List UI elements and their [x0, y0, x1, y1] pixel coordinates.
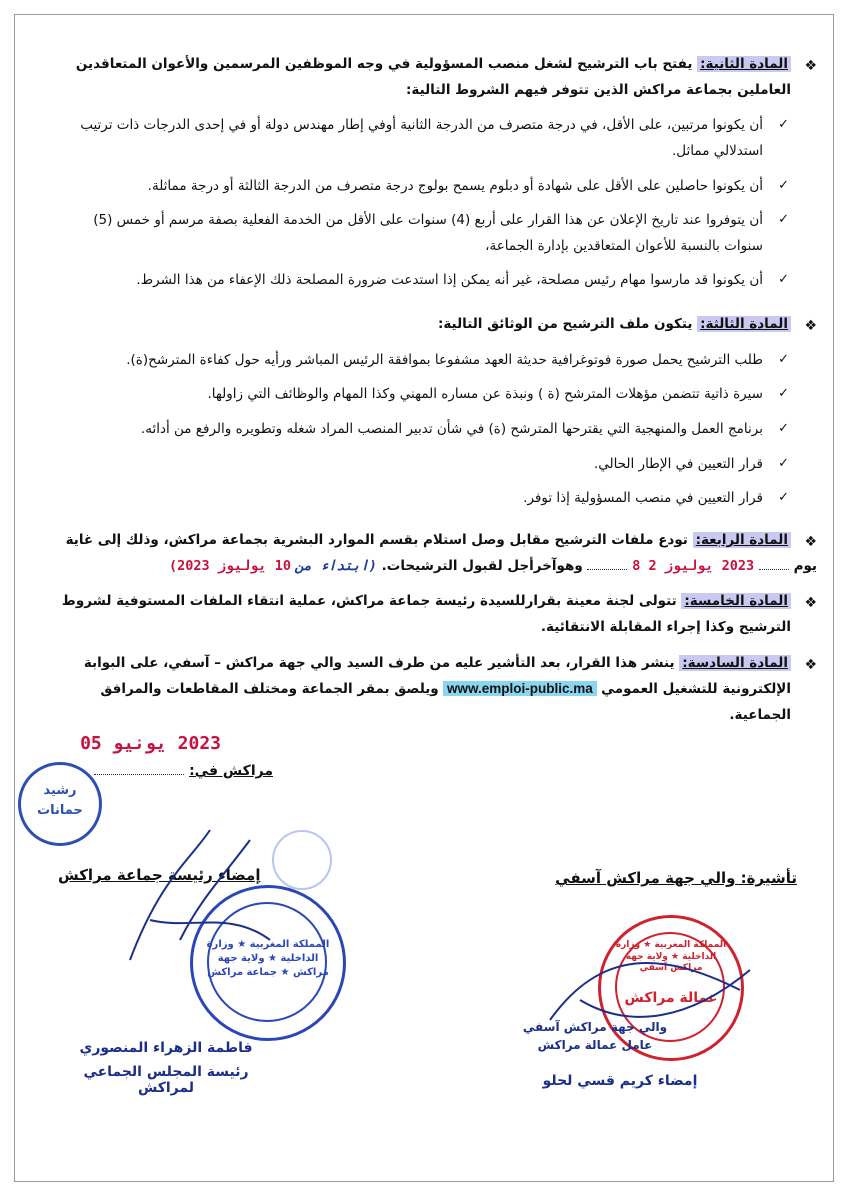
list-item: ✓ برنامج العمل والمنهجية التي يقترحها المترشح (ة) في شأن تدبير المنصب المراد شغله وتطويره والرفع من أدائه. [58, 417, 789, 443]
article-5-text: تتولى لجنة معينة بقرارللسيدة رئيسة جماعة مراكش، عملية انتقاء الملفات المستوفية لشروط الترشيح وكذا إجراء المقابلة الانتقائية. [61, 593, 791, 635]
wali-seal-text: المملكة المغربية ★ وزارة الداخلية ★ ولاية جهة مراكش آسفي [615, 940, 727, 974]
place-label: مراكش في: [189, 763, 273, 779]
side-stamp [18, 762, 102, 846]
checkmark-icon: ✓ [778, 117, 789, 133]
president-signature-icon [120, 820, 280, 980]
article-4-deadline-line: يوم 2023 يوليوز 2 8 وهوآخرأجل لقبول الترشيحات. (ابتداء من 10 يوليوز 2023) [169, 557, 817, 574]
diamond-bullet-icon: ❖ [804, 595, 817, 612]
deadline-note: وهوآخرأجل لقبول الترشيحات. [381, 557, 583, 574]
diamond-bullet-icon: ❖ [804, 533, 817, 550]
checkmark-icon: ✓ [778, 351, 789, 367]
document-body [58, 52, 817, 738]
president-signature-title: إمضاء رئيسة جماعة مراكش [58, 866, 261, 884]
article-5-heading: المادة الخامسة: [681, 593, 791, 609]
place-line [94, 762, 273, 779]
list-item: ✓ أن يتوفروا عند تاريخ الإعلان عن هذا القرار على أربع (4) سنوات على الأقل من الخدمة الفعلية بصفة مرسم أو خمس (5) سنوات بالنسبة للأعوان المتعاقدين بإدارة الجماعة، [58, 208, 789, 259]
municipality-seal-text: المملكة المغربية ★ وزارة الداخلية ★ ولاية جهة مراكش ★ جماعة مراكش [206, 939, 330, 978]
diamond-bullet-icon: ❖ [804, 656, 817, 673]
article-2 [58, 52, 817, 103]
documents-list [58, 348, 817, 512]
article-4-heading: المادة الرابعة: [693, 532, 791, 548]
list-item: ✓ أن يكونوا قد مارسوا مهام رئيس مصلحة، غير أنه يمكن إذا استدعت ضرورة المصلحة ذلك الإعفاء من هذا الشرط. [58, 268, 789, 294]
article-6-text: ينشر هذا القرار، بعد التأشير عليه من طرف السيد والي جهة مراكش – آسفي، على البوابة الإلكترونية للتشغيل العمومي [83, 654, 791, 698]
article-6 [58, 651, 817, 729]
list-item: ✓ طلب الترشيح يحمل صورة فوتوغرافية حديثة العهد مشفوعا بموافقة الرئيس المباشر ورأيه حول كفاءة المترشح(ة). [58, 348, 789, 374]
side-stamp-line-2: حمانات [37, 803, 83, 818]
day-label: يوم [793, 557, 817, 574]
article-4-text: تودع ملفات الترشيح مقابل وصل استلام بقسم الموارد البشرية بجماعة مراكش، وذلك إلى غاية [65, 531, 693, 548]
decision-date-stamp: 2023 يونيو 05 [80, 733, 221, 754]
checkmark-icon: ✓ [778, 455, 789, 471]
checkmark-icon: ✓ [778, 386, 789, 402]
article-6-heading: المادة السادسة: [679, 655, 791, 671]
faint-stamp [272, 830, 332, 890]
list-item: ✓ أن يكونوا حاصلين على الأقل على شهادة أو دبلوم يسمح بولوج درجة متصرف من الدرجة الثالثة أو درجة مماثلة. [58, 174, 789, 200]
checkmark-icon: ✓ [778, 177, 789, 193]
website-link[interactable]: www.emploi-public.ma [443, 681, 597, 696]
dotted-line [94, 762, 184, 775]
wali-seal-center: عمالة مراكش [624, 990, 718, 1006]
dotted-line [587, 557, 627, 570]
article-2-heading: المادة الثانية: [697, 56, 791, 72]
wali-signer: إمضاء كريم قسي لحلو [542, 1073, 698, 1089]
article-3-text: يتكون ملف الترشيح من الوثائق التالية: [437, 316, 698, 333]
wali-stamp-lines: والي جهة مراكش آسفي عامل عمالة مراكش [522, 1020, 668, 1052]
article-3-heading: المادة الثالثة: [697, 316, 791, 332]
diamond-bullet-icon: ❖ [804, 318, 817, 335]
checkmark-icon: ✓ [778, 421, 789, 437]
president-name: فاطمة الزهراء المنصوري [79, 1040, 253, 1056]
deadline-date-stamp: 2023 يوليوز 2 8 [632, 557, 755, 574]
list-item: ✓ قرار التعيين في منصب المسؤولية إذا توفر. [58, 486, 789, 512]
checkmark-icon: ✓ [778, 212, 789, 228]
conditions-list [58, 113, 817, 294]
article-3 [58, 312, 817, 338]
diamond-bullet-icon: ❖ [804, 58, 817, 74]
dotted-line [759, 557, 789, 570]
wali-visa-title: تأشيرة: والي جهة مراكش آسفي [555, 869, 797, 887]
handwritten-note: (ابتداء من [295, 557, 377, 574]
president-role: رئيسة المجلس الجماعي لمراكش [83, 1064, 249, 1096]
start-date-stamp: 10 يوليوز 2023 [177, 557, 291, 574]
list-item: ✓ سيرة ذاتية تتضمن مؤهلات المترشح (ة ) ونبذة عن مساره المهني وكذا المهام والوظائف التي زاولها. [58, 382, 789, 408]
article-5 [58, 589, 817, 640]
article-6-text-2: ويلصق بمقر الجماعة ومختلف المقاطعات والمرافق الجماعية. [100, 681, 791, 723]
list-item: ✓ قرار التعيين في الإطار الحالي. [58, 452, 789, 478]
article-4 [58, 528, 817, 579]
article-2-text: يفتح باب الترشيح لشغل منصب المسؤولية في وجه الموظفين المرسمين والأعوان المتعاقدين العاملين بجماعة مراكش الذين تتوفر فيهم الشروط التالية: [75, 56, 791, 98]
checkmark-icon: ✓ [778, 272, 789, 288]
checkmark-icon: ✓ [778, 490, 789, 506]
list-item: ✓ أن يكونوا مرتبين، على الأقل، في درجة متصرف من الدرجة الثانية أوفي إطار مهندس دولة أو في إحدى الدرجات ذات ترتيب استدلالي مماثل. [58, 113, 789, 164]
side-stamp-line-1: رشيد [43, 783, 77, 798]
